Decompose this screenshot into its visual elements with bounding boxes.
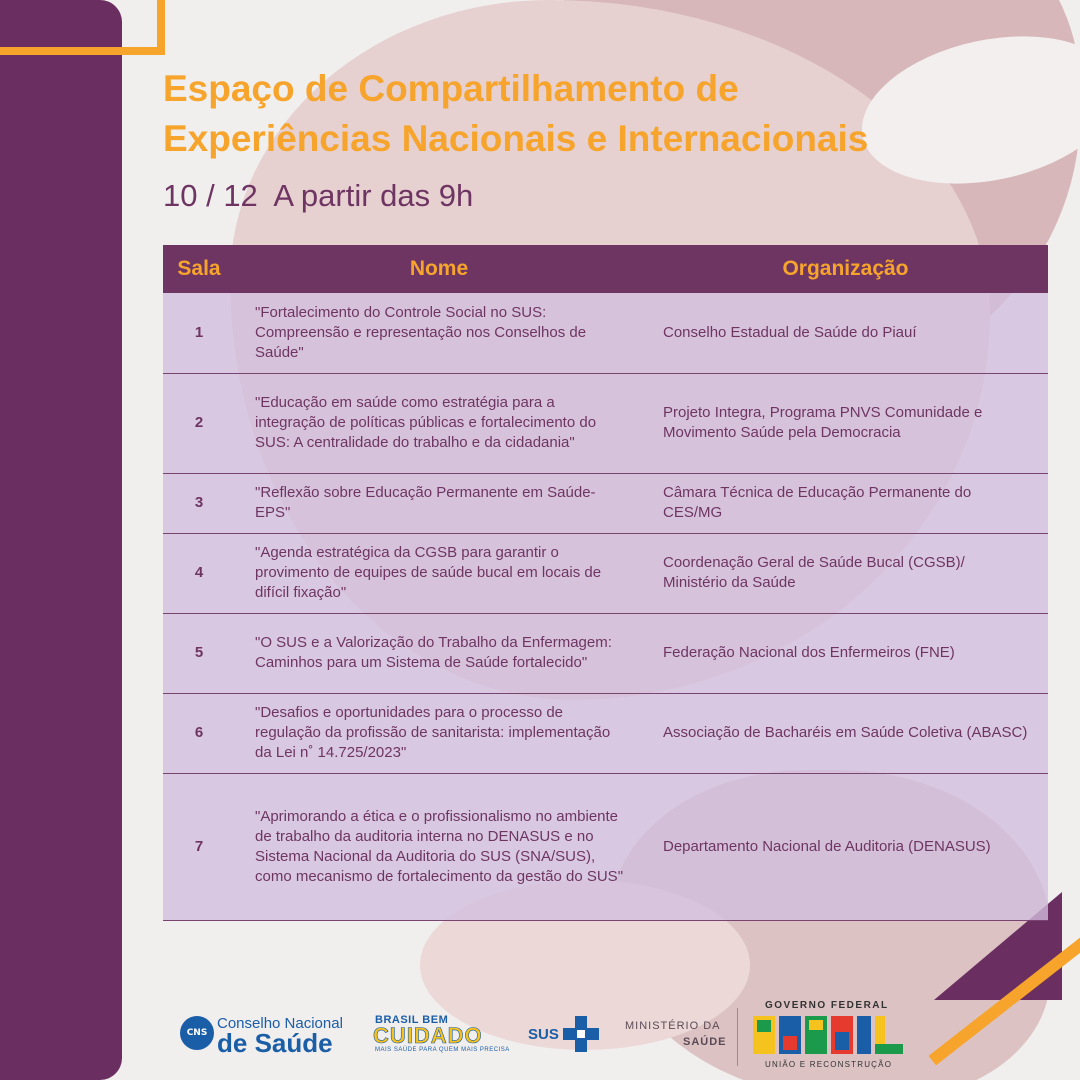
cns-logo-line1: Conselho Nacional xyxy=(217,1015,343,1032)
cell-sala: 7 xyxy=(163,773,235,920)
cell-organizacao: Conselho Estadual de Saúde do Piauí xyxy=(643,293,1048,373)
header-nome: Nome xyxy=(235,245,643,293)
page-title xyxy=(163,64,1043,164)
table-row xyxy=(163,613,1048,693)
event-date-time: 10 / 12 A partir das 9h xyxy=(163,178,474,213)
cns-logo-icon: CNS xyxy=(180,1016,214,1050)
table-row xyxy=(163,373,1048,473)
sus-logo-text: SUS xyxy=(528,1026,559,1043)
cell-sala: 2 xyxy=(163,373,235,473)
cell-organizacao: Coordenação Geral de Saúde Bucal (CGSB)/ Ministério da Saúde xyxy=(643,533,1048,613)
brasil-wordmark-icon xyxy=(753,1014,905,1056)
title-line-1: Espaço de Compartilhamento de xyxy=(163,68,739,109)
uniao-reconstrucao-label: UNIÃO E RECONSTRUÇÃO xyxy=(765,1060,893,1069)
cns-logo-line2: de Saúde xyxy=(217,1028,333,1058)
header-sala: Sala xyxy=(163,245,235,293)
ministerio-line2: SAÚDE xyxy=(683,1036,727,1048)
cell-organizacao: Câmara Técnica de Educação Permanente do CES/MG xyxy=(643,473,1048,533)
cell-nome: "O SUS e a Valorização do Trabalho da Enfermagem: Caminhos para um Sistema de Saúde fortalecido" xyxy=(235,613,643,693)
cell-organizacao: Federação Nacional dos Enfermeiros (FNE) xyxy=(643,613,1048,693)
table-row xyxy=(163,693,1048,773)
brasil-bem-cuidado-tagline: MAIS SAÚDE PARA QUEM MAIS PRECISA xyxy=(375,1047,510,1053)
cell-nome: "Reflexão sobre Educação Permanente em Saúde-EPS" xyxy=(235,473,643,533)
cell-sala: 1 xyxy=(163,293,235,373)
cell-sala: 5 xyxy=(163,613,235,693)
cell-sala: 3 xyxy=(163,473,235,533)
cell-nome: "Aprimorando a ética e o profissionalismo no ambiente de trabalho da auditoria interna no DENASUS e no Sistema Nacional da Auditoria do SUS (SNA/SUS), como mecanismo de fortalecimento da gestão do SUS" xyxy=(235,773,643,920)
title-line-2: Experiências Nacionais e Internacionais xyxy=(163,118,869,159)
cell-nome: "Fortalecimento do Controle Social no SUS: Compreensão e representação nos Conselhos de Saúde" xyxy=(235,293,643,373)
brasil-bem-cuidado-line2: CUIDADO xyxy=(373,1023,483,1048)
table-row xyxy=(163,293,1048,373)
schedule-table xyxy=(163,245,1048,921)
table-row xyxy=(163,533,1048,613)
logo-divider xyxy=(737,1008,738,1066)
cell-sala: 4 xyxy=(163,533,235,613)
table-header-row xyxy=(163,245,1048,293)
cell-organizacao: Departamento Nacional de Auditoria (DENASUS) xyxy=(643,773,1048,920)
brasil-bem-cuidado-line1: BRASIL BEM xyxy=(375,1014,449,1026)
header-organizacao: Organização xyxy=(643,245,1048,293)
left-decorative-bar xyxy=(0,0,122,1080)
cell-nome: "Agenda estratégica da CGSB para garantir o provimento de equipes de saúde bucal em locais de difícil fixação" xyxy=(235,533,643,613)
governo-federal-label: GOVERNO FEDERAL xyxy=(765,1000,889,1011)
cell-sala: 6 xyxy=(163,693,235,773)
logo-footer xyxy=(175,1000,935,1075)
cell-nome: "Educação em saúde como estratégia para a integração de políticas públicas e fortalecimento do SUS: A centralidade do trabalho e da cidadania" xyxy=(235,373,643,473)
table-row xyxy=(163,773,1048,920)
corner-accent xyxy=(0,0,165,55)
table-row xyxy=(163,473,1048,533)
cell-organizacao: Associação de Bacharéis em Saúde Coletiva (ABASC) xyxy=(643,693,1048,773)
cell-organizacao: Projeto Integra, Programa PNVS Comunidade e Movimento Saúde pela Democracia xyxy=(643,373,1048,473)
sus-cross-icon xyxy=(563,1016,599,1052)
ministerio-line1: MINISTÉRIO DA xyxy=(625,1020,721,1032)
cell-nome: "Desafios e oportunidades para o processo de regulação da profissão de sanitarista: implementação da Lei n˚ 14.725/2023" xyxy=(235,693,643,773)
